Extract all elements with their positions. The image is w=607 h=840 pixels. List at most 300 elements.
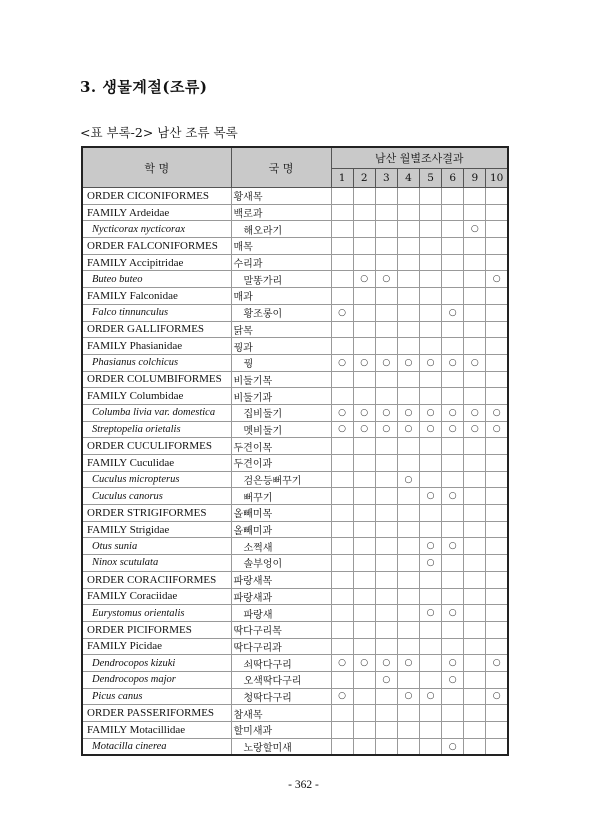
scientific-name: Buteo buteo [82,271,231,288]
month-cell [331,288,353,305]
month-cell [397,304,419,321]
month-cell [464,555,486,572]
month-cell [486,738,508,755]
observed-mark: ○ [448,608,457,619]
month-cell [486,588,508,605]
month-cell [464,738,486,755]
observed-mark: ○ [470,424,479,435]
month-cell [375,538,397,555]
month-cell [331,688,353,705]
month-cell [353,188,375,205]
month-cell [486,254,508,271]
scientific-name: FAMILY Motacillidae [82,722,231,739]
observed-mark: ○ [382,357,391,368]
month-cell [420,621,442,638]
month-cell [442,271,464,288]
month-cell [442,605,464,622]
observed-mark: ○ [382,274,391,285]
table-row-family [82,638,508,655]
month-cell [486,671,508,688]
month-cell [420,388,442,405]
header-month: 6 [442,169,464,188]
table-row-family [82,388,508,405]
month-cell [464,488,486,505]
month-cell [464,388,486,405]
month-cell [353,521,375,538]
month-cell [353,671,375,688]
month-cell [375,438,397,455]
month-cell [397,521,419,538]
observed-mark: ○ [404,407,413,418]
korean-name: 말똥가리 [231,271,331,288]
month-cell [353,421,375,438]
month-cell [442,254,464,271]
header-month: 5 [420,169,442,188]
month-cell [442,571,464,588]
observed-mark: ○ [426,357,435,368]
month-cell [486,722,508,739]
month-cell [420,271,442,288]
observed-mark: ○ [448,424,457,435]
month-cell [353,221,375,238]
month-cell [397,354,419,371]
table-caption: <표 부록-2> 남산 조류 목록 [80,125,238,140]
month-cell [375,571,397,588]
month-cell [464,705,486,722]
month-cell [464,254,486,271]
month-cell [331,705,353,722]
scientific-name: ORDER CICONIFORMES [82,188,231,205]
scientific-name: Motacilla cinerea [82,738,231,755]
table-row-species [82,688,508,705]
month-cell [331,505,353,522]
observed-mark: ○ [404,474,413,485]
month-cell [397,505,419,522]
month-cell [442,404,464,421]
korean-name: 청딱다구리 [231,688,331,705]
scientific-name: ORDER CUCULIFORMES [82,438,231,455]
month-cell [442,471,464,488]
month-cell [353,354,375,371]
month-cell [375,204,397,221]
month-cell [442,671,464,688]
month-cell [442,321,464,338]
observed-mark: ○ [382,658,391,669]
month-cell [331,404,353,421]
observed-mark: ○ [404,691,413,702]
month-cell [353,638,375,655]
month-cell [353,338,375,355]
month-cell [464,471,486,488]
month-cell [486,188,508,205]
korean-name: 비둘기과 [231,388,331,405]
table-row-order [82,571,508,588]
scientific-name: Picus canus [82,688,231,705]
table-row-species [82,271,508,288]
table-row-species [82,671,508,688]
month-cell [353,705,375,722]
korean-name: 딱다구리목 [231,621,331,638]
month-cell [420,438,442,455]
month-cell [397,288,419,305]
month-cell [464,188,486,205]
month-cell [331,471,353,488]
month-cell [464,538,486,555]
month-cell [353,538,375,555]
month-cell [397,204,419,221]
month-cell [486,488,508,505]
header-month: 3 [375,169,397,188]
month-cell [486,221,508,238]
month-cell [375,338,397,355]
observed-mark: ○ [338,307,346,318]
korean-name: 파랑새과 [231,588,331,605]
scientific-name: FAMILY Strigidae [82,521,231,538]
observed-mark: ○ [426,541,435,552]
month-cell [442,438,464,455]
korean-name: 집비둘기 [231,404,331,421]
observed-mark: ○ [426,608,435,619]
observed-mark: ○ [360,424,369,435]
month-cell [420,521,442,538]
observed-mark: ○ [404,357,413,368]
korean-name: 검은등뻐꾸기 [231,471,331,488]
month-cell [375,321,397,338]
korean-name: 딱다구리과 [231,638,331,655]
month-cell [442,288,464,305]
month-cell [375,288,397,305]
scientific-name: Streptopelia orietalis [82,421,231,438]
month-cell [375,671,397,688]
month-cell [486,388,508,405]
month-cell [420,404,442,421]
scientific-name: Columba livia var. domestica [82,404,231,421]
scientific-name: Cuculus canorus [82,488,231,505]
month-cell [375,304,397,321]
korean-name: 올빼미목 [231,505,331,522]
korean-name: 파랑새목 [231,571,331,588]
observed-mark: ○ [338,357,346,368]
month-cell [464,455,486,472]
observed-mark: ○ [492,424,501,435]
month-cell [486,521,508,538]
month-cell [464,571,486,588]
table-row-order [82,621,508,638]
table-row-species [82,488,508,505]
observed-mark: ○ [426,691,435,702]
header-korean-name: 국 명 [231,147,331,188]
month-cell [464,404,486,421]
header-month: 10 [486,169,508,188]
observed-mark: ○ [382,424,391,435]
month-cell [331,722,353,739]
month-cell [420,338,442,355]
table-row-family [82,455,508,472]
month-cell [464,505,486,522]
korean-name: 매과 [231,288,331,305]
month-cell [486,204,508,221]
table-row-species [82,655,508,672]
month-cell [331,271,353,288]
korean-name: 황새목 [231,188,331,205]
korean-name: 매목 [231,238,331,255]
observed-mark: ○ [360,274,369,285]
scientific-name: ORDER COLUMBIFORMES [82,371,231,388]
month-cell [420,638,442,655]
month-cell [442,555,464,572]
month-cell [375,471,397,488]
month-cell [353,455,375,472]
header-scientific-name: 학 명 [82,147,231,188]
month-cell [353,588,375,605]
month-cell [331,321,353,338]
month-cell [331,388,353,405]
month-cell [420,488,442,505]
month-cell [397,488,419,505]
month-cell [464,688,486,705]
month-cell [353,655,375,672]
table-row-family [82,722,508,739]
month-cell [397,688,419,705]
month-cell [397,555,419,572]
month-cell [375,371,397,388]
observed-mark: ○ [470,357,479,368]
month-cell [353,688,375,705]
table-row-species [82,404,508,421]
month-cell [375,505,397,522]
month-cell [331,421,353,438]
korean-name: 꿩과 [231,338,331,355]
month-cell [442,655,464,672]
month-cell [464,271,486,288]
month-cell [486,621,508,638]
month-cell [331,605,353,622]
scientific-name: Phasianus colchicus [82,354,231,371]
bird-list-table [81,146,509,756]
month-cell [442,505,464,522]
month-cell [331,338,353,355]
table-row-species [82,538,508,555]
month-cell [331,204,353,221]
month-cell [420,304,442,321]
korean-name: 쇠딱다구리 [231,655,331,672]
observed-mark: ○ [470,224,479,235]
scientific-name: ORDER FALCONIFORMES [82,238,231,255]
month-cell [375,588,397,605]
table-row-family [82,204,508,221]
month-cell [420,722,442,739]
month-cell [464,605,486,622]
month-cell [442,188,464,205]
month-cell [375,238,397,255]
observed-mark: ○ [492,407,501,418]
month-cell [397,571,419,588]
month-cell [353,488,375,505]
scientific-name: ORDER CORACIIFORMES [82,571,231,588]
observed-mark: ○ [338,658,346,669]
month-cell [331,238,353,255]
month-cell [464,304,486,321]
month-cell [397,671,419,688]
scientific-name: ORDER PICIFORMES [82,621,231,638]
month-cell [331,638,353,655]
month-cell [353,388,375,405]
month-cell [375,688,397,705]
korean-name: 멧비둘기 [231,421,331,438]
observed-mark: ○ [492,691,501,702]
korean-name: 수리과 [231,254,331,271]
month-cell [353,271,375,288]
observed-mark: ○ [360,407,369,418]
month-cell [420,254,442,271]
month-cell [420,738,442,755]
month-cell [420,238,442,255]
month-cell [486,688,508,705]
month-cell [486,404,508,421]
month-cell [442,588,464,605]
month-cell [464,638,486,655]
month-cell [420,571,442,588]
observed-mark: ○ [360,658,369,669]
month-cell [464,655,486,672]
header-month: 9 [464,169,486,188]
month-cell [375,655,397,672]
month-cell [420,421,442,438]
month-cell [420,371,442,388]
month-cell [331,438,353,455]
month-cell [420,588,442,605]
month-cell [397,321,419,338]
month-cell [442,204,464,221]
scientific-name: Dendrocopos major [82,671,231,688]
month-cell [397,638,419,655]
month-cell [464,438,486,455]
korean-name: 해오라기 [231,221,331,238]
month-cell [353,605,375,622]
observed-mark: ○ [338,424,346,435]
month-cell [464,238,486,255]
table-row-order [82,438,508,455]
month-cell [331,221,353,238]
month-cell [397,722,419,739]
observed-mark: ○ [382,674,391,685]
month-cell [375,271,397,288]
scientific-name: Nycticorax nycticorax [82,221,231,238]
month-cell [486,638,508,655]
month-cell [464,521,486,538]
month-cell [375,605,397,622]
month-cell [486,705,508,722]
month-cell [353,621,375,638]
scientific-name: ORDER GALLIFORMES [82,321,231,338]
month-cell [442,705,464,722]
month-cell [442,354,464,371]
scientific-name: FAMILY Cuculidae [82,455,231,472]
table-row-order [82,188,508,205]
scientific-name: Ninox scutulata [82,555,231,572]
month-cell [442,621,464,638]
scientific-name: ORDER STRIGIFORMES [82,505,231,522]
observed-mark: ○ [382,407,391,418]
month-cell [375,354,397,371]
month-cell [464,621,486,638]
month-cell [420,354,442,371]
korean-name: 뻐꾸기 [231,488,331,505]
observed-mark: ○ [338,407,346,418]
observed-mark: ○ [360,357,369,368]
month-cell [375,488,397,505]
month-cell [397,705,419,722]
korean-name: 오색딱다구리 [231,671,331,688]
table-row-species [82,354,508,371]
month-cell [464,354,486,371]
month-cell [353,371,375,388]
month-cell [331,538,353,555]
month-cell [486,505,508,522]
month-cell [420,321,442,338]
month-cell [375,188,397,205]
scientific-name: FAMILY Phasianidae [82,338,231,355]
month-cell [375,388,397,405]
month-cell [375,722,397,739]
month-cell [397,338,419,355]
month-cell [375,421,397,438]
month-cell [420,455,442,472]
month-cell [420,555,442,572]
month-cell [442,421,464,438]
observed-mark: ○ [448,407,457,418]
korean-name: 할미새과 [231,722,331,739]
scientific-name: FAMILY Accipitridae [82,254,231,271]
month-cell [397,621,419,638]
month-cell [397,188,419,205]
month-cell [464,371,486,388]
header-month: 1 [331,169,353,188]
month-cell [486,555,508,572]
month-cell [331,738,353,755]
korean-name: 닭목 [231,321,331,338]
month-cell [486,538,508,555]
month-cell [442,688,464,705]
month-cell [331,655,353,672]
month-cell [486,238,508,255]
observed-mark: ○ [448,491,457,502]
observed-mark: ○ [448,674,457,685]
table-row-order [82,238,508,255]
observed-mark: ○ [492,274,501,285]
month-cell [486,455,508,472]
month-cell [331,671,353,688]
month-cell [375,705,397,722]
month-cell [353,571,375,588]
table-row-species [82,555,508,572]
month-cell [442,238,464,255]
month-cell [331,254,353,271]
month-cell [331,371,353,388]
table-row-order [82,705,508,722]
observed-mark: ○ [470,407,479,418]
month-cell [353,722,375,739]
month-cell [397,238,419,255]
month-cell [486,288,508,305]
month-cell [331,521,353,538]
month-cell [420,188,442,205]
month-cell [486,304,508,321]
month-cell [331,588,353,605]
month-cell [397,388,419,405]
korean-name: 두견이과 [231,455,331,472]
table-row-species [82,605,508,622]
